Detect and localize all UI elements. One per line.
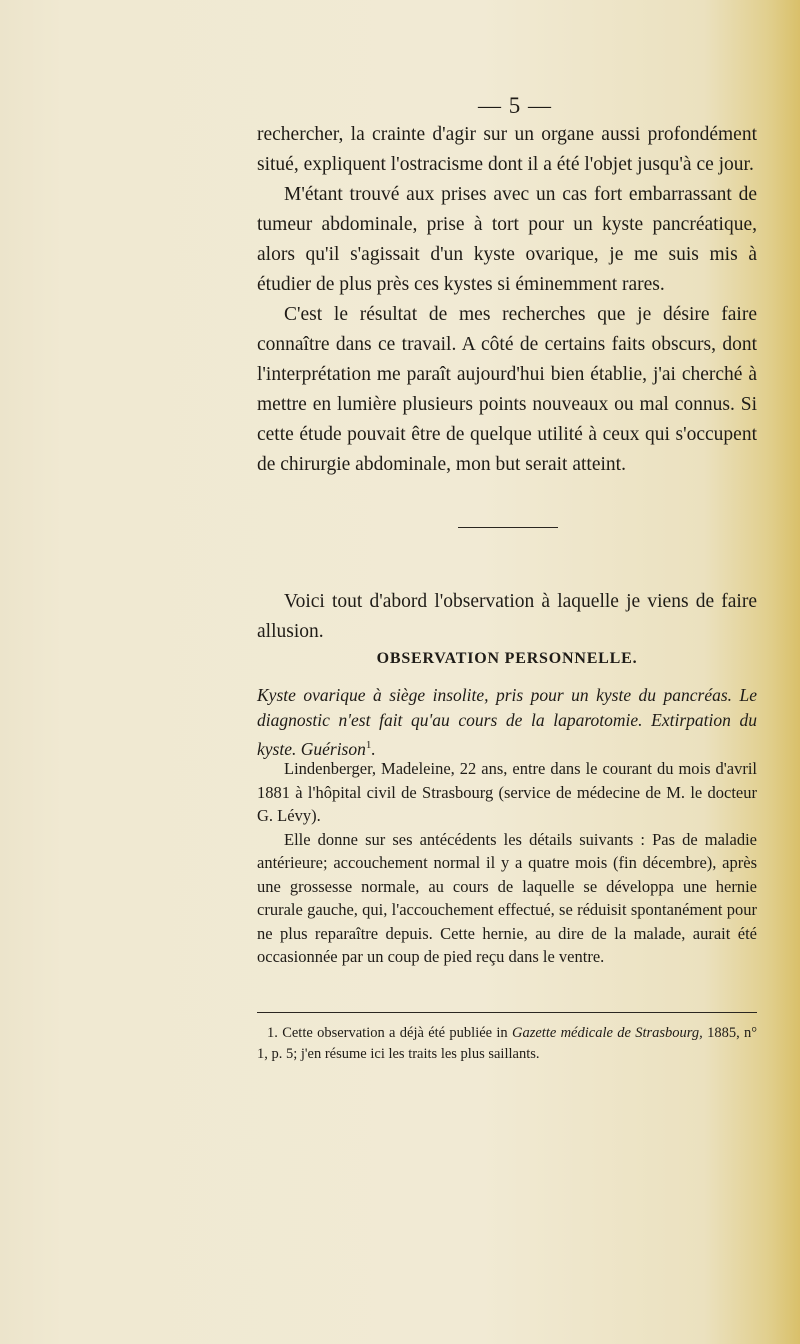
intro-section bbox=[257, 120, 757, 480]
observation-heading: OBSERVATION PERSONNELLE. bbox=[376, 650, 638, 667]
footnote-reference: 1 bbox=[365, 739, 372, 751]
intro-paragraph-1: rechercher, la crainte d'agir sur un organe aussi profondément situé, expliquent l'ostracisme dont il a été l'objet jusqu'à ce jour. bbox=[257, 124, 757, 175]
footnote-text-before: Cette observation a déjà été publiée in bbox=[282, 1025, 508, 1041]
page-number: — 5 — bbox=[478, 93, 552, 118]
case-paragraph-1: Lindenberger, Madeleine, 22 ans, entre dans le courant du mois d'avril 1881 à l'hôpital civil de Strasbourg (service de médecine de M. le docteur G. Lévy). bbox=[257, 759, 757, 825]
footnote-divider bbox=[257, 1012, 757, 1013]
section-divider bbox=[458, 527, 558, 528]
allusion-paragraph: Voici tout d'abord l'observation à laquelle je viens de faire allusion. bbox=[257, 591, 757, 642]
intro-paragraph-3: C'est le résultat de mes recherches que je désire faire connaître dans ce travail. A côté de certains faits obscurs, dont l'interprétation me paraît aujourd'hui bien établie, j'ai cherché à mettre en lumière plusieurs points nouveaux ou mal connus. Si cette étude pouvait être de quelque utilité à ceux qui s'occupent de chirurgie abdominale, mon but serait atteint. bbox=[257, 304, 757, 475]
intro-paragraph-2: M'étant trouvé aux prises avec un cas fort embarrassant de tumeur abdominale, prise à tort pour un kyste pancréatique, alors qu'il s'agissait d'un kyste ovarique, je me suis mis à étudier de plus près ces kystes si éminemment rares. bbox=[257, 184, 757, 295]
footnote bbox=[257, 1023, 757, 1065]
footnote-text-after: 1885, n° 1, p. 5; j'en résume ici les traits les plus saillants. bbox=[257, 1025, 758, 1062]
allusion-section bbox=[257, 587, 757, 647]
observation-title: Kyste ovarique à siège insolite, pris pour un kyste du pancréas. Le diagnostic n'est fait qu'au cours de la laparotomie. Extirpation du kyste. Guérison$^1$. bbox=[257, 685, 757, 759]
footnote-number: 1. bbox=[267, 1025, 278, 1041]
case-description bbox=[257, 757, 757, 969]
footnote-journal: Gazette médicale de Strasbourg, bbox=[511, 1025, 703, 1041]
observation-title-text: Kyste ovarique à siège insolite, pris pour un kyste du pancréas. Le diagnostic n'est fait qu'au cours de la laparotomie. Extirpation du kyste. Guérison bbox=[257, 685, 757, 759]
case-paragraph-2: Elle donne sur ses antécédents les détails suivants : Pas de maladie antérieure; accouchement normal il y a quatre mois (fin décembre), après une grossesse normale, au cours de laquelle se développa une hernie crurale gauche, qui, l'accouchement effectué, se réduisit spontanément pour ne plus reparaître depuis. Cette hernie, au dire de la malade, aurait été occasionnée par un coup de pied reçu dans le ventre. bbox=[257, 829, 757, 966]
